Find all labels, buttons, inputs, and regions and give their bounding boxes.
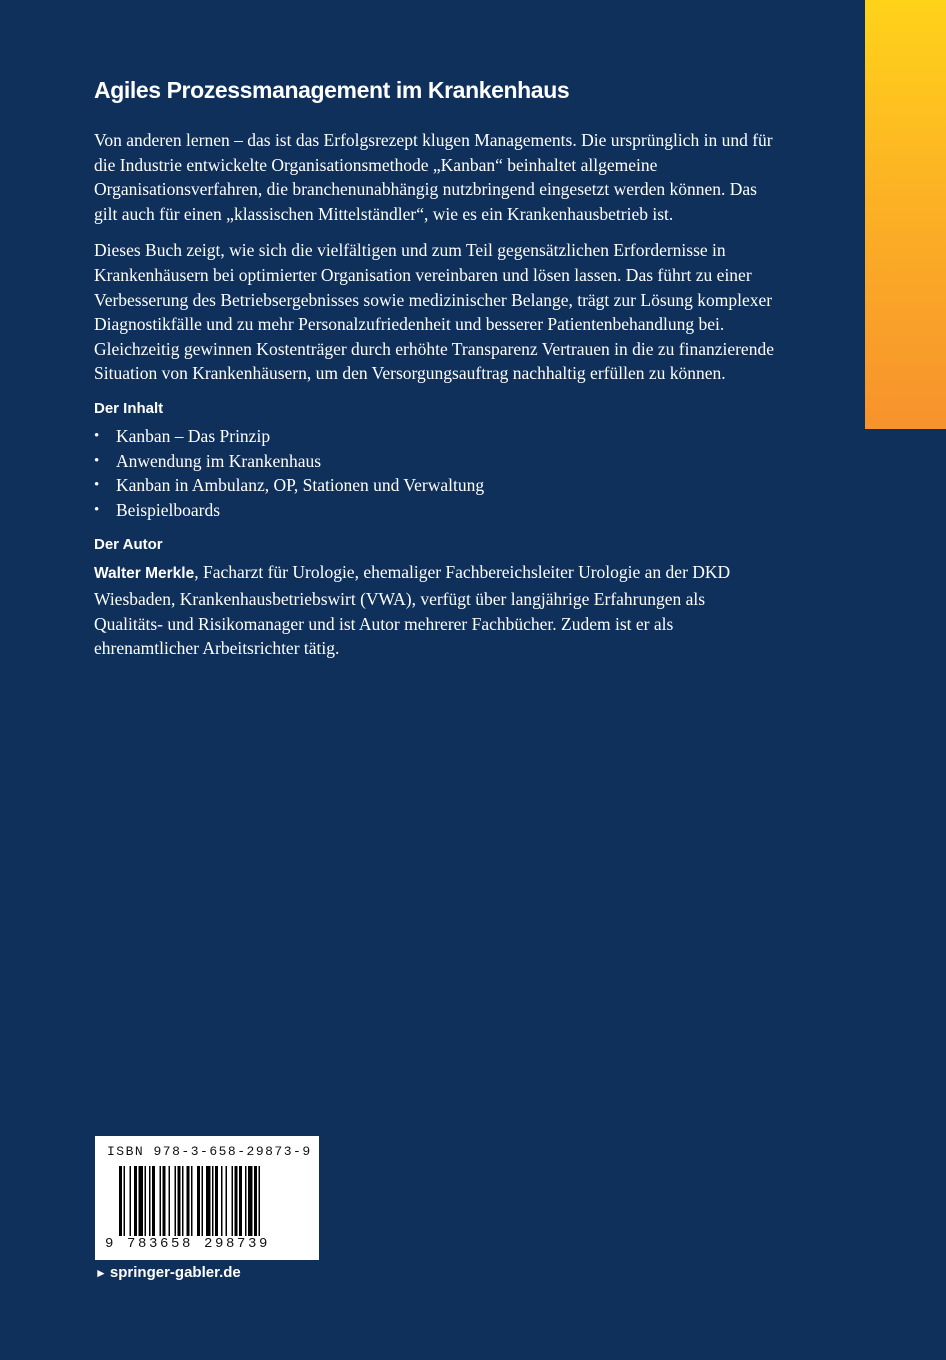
author-heading: Der Autor: [94, 536, 163, 554]
barcode-stripe: [134, 1166, 137, 1244]
back-cover-text: [94, 76, 774, 673]
barcode-stripe: [232, 1166, 234, 1244]
barcode-bars: [119, 1166, 299, 1244]
publisher-url: springer-gabler.de: [109, 1264, 241, 1281]
book-title: Agiles Prozessmanagement im Krankenhaus: [94, 77, 570, 103]
barcode-stripe: [212, 1166, 214, 1244]
barcode-stripe: [206, 1166, 211, 1244]
isbn-barcode: [95, 1136, 319, 1260]
author-name: Walter Merkle: [94, 565, 195, 583]
isbn-label: ISBN 978-3-658-29873-9: [107, 1144, 312, 1159]
barcode-stripe: [145, 1166, 147, 1244]
barcode-stripe: [163, 1166, 166, 1244]
bullet-icon: •: [94, 501, 100, 518]
barcode-digits: 9 783658 298739: [105, 1236, 271, 1252]
list-item: [94, 473, 774, 498]
barcode-stripe: [202, 1166, 204, 1244]
contents-list: [94, 424, 774, 522]
list-item-label: Kanban in Ambulanz, OP, Stationen und Verwaltung: [116, 475, 485, 496]
barcode-stripe: [160, 1166, 162, 1244]
accent-color-bar: [865, 0, 946, 429]
barcode-stripe: [235, 1166, 238, 1244]
barcode-stripe: [139, 1166, 144, 1244]
bullet-icon: •: [94, 427, 100, 444]
list-item: [94, 498, 774, 523]
list-item-label: Beispielboards: [116, 499, 221, 520]
barcode-stripe: [187, 1166, 190, 1244]
barcode-stripe: [245, 1166, 247, 1244]
list-item: [94, 449, 774, 474]
barcode-stripe: [130, 1166, 132, 1244]
author-bio-text: , Facharzt für Urologie, ehemaliger Fachbereichsleiter Urologie an der DKD Wiesbaden, Krankenhausbetriebswirt (VWA), verfügt über langjährige Erfahrungen als Qualitäts- und Risikomanager und ist Autor mehrerer Fachbücher. Zudem ist er als ehrenamtlicher Arbeitsrichter tätig.: [94, 562, 731, 659]
barcode-stripe: [124, 1166, 126, 1244]
barcode-stripe: [152, 1166, 155, 1244]
intro-paragraph: Von anderen lernen – das ist das Erfolgsrezept klugen Managements. Die ursprünglich in und für die Industrie entwickelte Organisationsmethode „Kanban“ beinhaltet allgemeine Organisationsverfahren, die branchenunabhängig nutzbringend eingesetzt werden können. Das gilt auch für einen „klassischen Mittelständler“, wie es ein Krankenhausbetrieb ist.: [94, 130, 773, 224]
barcode-stripe: [197, 1166, 200, 1244]
publisher-link[interactable]: [95, 1264, 241, 1281]
barcode-stripe: [254, 1166, 257, 1244]
barcode-stripe: [215, 1166, 218, 1244]
list-item-label: Anwendung im Krankenhaus: [116, 450, 322, 471]
bullet-icon: •: [94, 477, 100, 494]
barcode-stripe: [182, 1166, 184, 1244]
author-bio: [94, 560, 774, 660]
barcode-stripe: [175, 1166, 177, 1244]
barcode-stripe: [226, 1166, 228, 1244]
contents-heading: Der Inhalt: [94, 399, 164, 417]
barcode-stripe: [191, 1166, 193, 1244]
barcode-stripe: [248, 1166, 253, 1244]
barcode-stripe: [169, 1166, 171, 1244]
description-paragraph: Dieses Buch zeigt, wie sich die vielfältigen und zum Teil gegensätzlichen Erfordernisse in Krankenhäusern bei optimierter Organisation vereinbaren und lösen lassen. Das führt zu einer Verbesserung des Betriebsergebnisses sowie medizinischer Belange, trägt zur Lösung komplexer Diagnostikfälle und zu mehr Personalzufriedenheit und besserer Patientenbehandlung bei. Gleichzeitig gewinnen Kostenträger durch erhöhte Transparenz Vertrauen in die zu finanzierende Situation von Krankenhäusern, um den Versorgungsauftrag nachhaltig erfüllen zu können.: [94, 240, 774, 384]
barcode-stripe: [178, 1166, 181, 1244]
barcode-stripe: [119, 1166, 122, 1244]
bullet-icon: •: [94, 452, 100, 469]
barcode-stripe: [221, 1166, 223, 1244]
list-item: [94, 424, 774, 449]
barcode-stripe: [149, 1166, 151, 1244]
barcode-stripe: [259, 1166, 261, 1244]
barcode-stripe: [239, 1166, 242, 1244]
play-arrow-icon: ►: [95, 1266, 107, 1280]
list-item-label: Kanban – Das Prinzip: [116, 425, 271, 446]
